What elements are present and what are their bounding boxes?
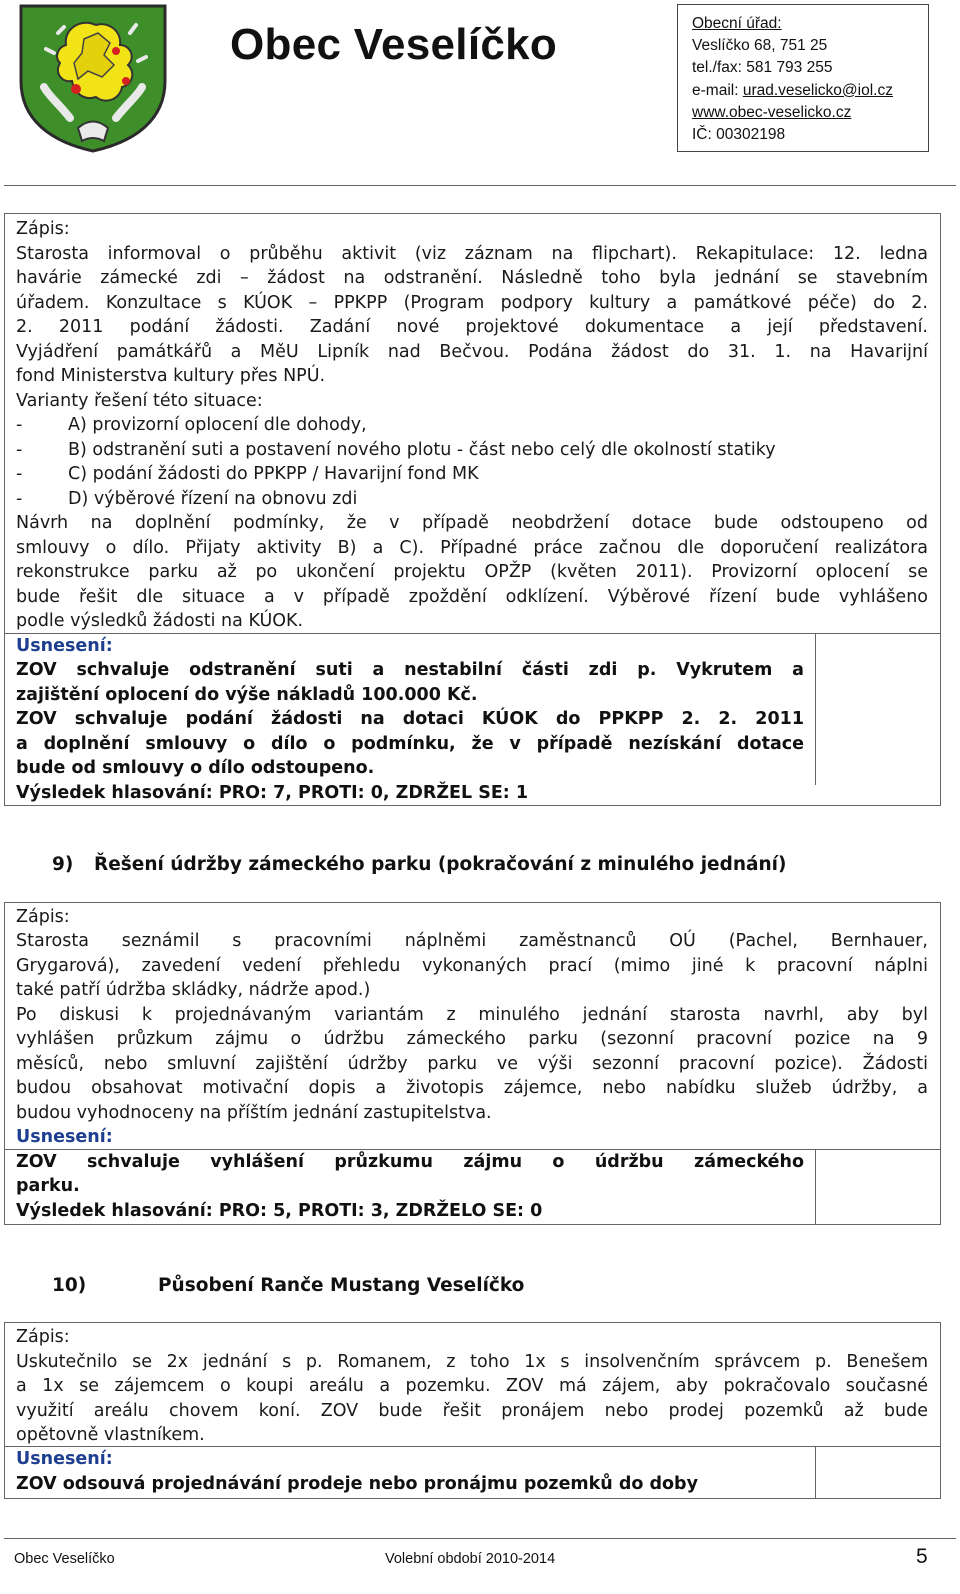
section8-line: Vyjádření památkářů a MěU Lipník nad Bečvou. Podána žádost do 31. 1. na Havarijní (16, 342, 928, 362)
email-label: e-mail: (692, 81, 743, 99)
section9-number: 9) (52, 854, 74, 875)
proposal-line: bude řešit dle situace a v případě zpoždění odklízení. Výběrové řízení bude vyhlášeno (16, 587, 928, 607)
list-item: - (16, 415, 23, 435)
list-item: - (16, 464, 23, 484)
footer-divider (4, 1538, 956, 1539)
website-link[interactable]: www.obec-veselicko.cz (692, 103, 852, 121)
section9-line: Grygarová), zavedení vedení přehledu vykonaných prací (mimo jiné k pracovní náplni (16, 956, 928, 976)
municipal-crest-logo (18, 3, 168, 153)
resolution-line: ZOV schvaluje podání žádosti na dotaci KÚOK do PPKPP 2. 2. 2011 (16, 709, 804, 729)
section9-vote-column-divider (815, 1149, 816, 1224)
section8-line: havárie zámecké zdi – žádost na odstranění. Následně toho byla jednání se stavebním (16, 268, 928, 288)
section9-line: měsíců, nebo smluvní zajištění údržby parku ve výši sezonní pracovní pozice). Žádosti (16, 1054, 928, 1074)
section9-line: Po diskusi k projednávaným variantám z minulého jednání starosta navrhl, aby byl (16, 1005, 928, 1025)
office-address: Veslíčko 68, 751 25 (692, 37, 828, 55)
zapis-label: Zápis: (16, 907, 70, 927)
section10-vote-column-divider (815, 1446, 816, 1498)
list-item: - (16, 489, 23, 509)
list-item: B) odstranění suti a postavení nového plotu - část nebo celý dle okolností statiky (68, 440, 776, 460)
section8-block (4, 213, 941, 806)
variants-label: Varianty řešení této situace: (16, 391, 263, 411)
vote-result: Výsledek hlasování: PRO: 5, PROTI: 3, ZDRŽELO SE: 0 (16, 1201, 543, 1221)
section9-line: budou vyhodnoceny na příštím jednání zastupitelstva. (16, 1103, 492, 1123)
section9-line: vyhlášen průzkum zájmu o údržbu zámeckého parku (sezonní pracovní pozice na 9 (16, 1029, 928, 1049)
resolution-line: ZOV schvaluje vyhlášení průzkumu zájmu o údržbu zámeckého (16, 1152, 804, 1172)
resolution-line: ZOV schvaluje odstranění suti a nestabilní části zdi p. Vykrutem a (16, 660, 804, 680)
proposal-line: Návrh na doplnění podmínky, že v případě neobdržení dotace bude odstoupeno od (16, 513, 928, 533)
contact-box (677, 4, 929, 152)
resolution-line: zajištění oplocení do výše nákladů 100.000 Kč. (16, 685, 478, 705)
proposal-line: podle výsledků žádosti na KÚOK. (16, 611, 304, 631)
section9-heading: Řešení údržby zámeckého parku (pokračování z minulého jednání) (94, 854, 787, 875)
usneseni-label: Usnesení: (16, 1449, 113, 1469)
section9-line: také patří údržba skládky, nádrže apod.) (16, 980, 371, 1000)
section10-line: opětovně vlastníkem. (16, 1425, 205, 1445)
list-item: C) podání žádosti do PPKPP / Havarijní fond MK (68, 464, 479, 484)
office-label: Obecní úřad: (692, 15, 782, 32)
list-item: A) provizorní oplocení dle dohody, (68, 415, 367, 435)
resolution-line: a doplnění smlouvy o dílo o podmínku, že v případě nezískání dotace (16, 734, 804, 754)
page-title: Obec Veselíčko (230, 20, 558, 69)
email-link[interactable]: urad.veselicko@iol.cz (742, 81, 893, 99)
section10-line: Uskutečnilo se 2x jednání s p. Romanem, z toho 1x s insolvenčním správcem p. Benešem (16, 1352, 928, 1372)
page-number: 5 (916, 1545, 928, 1568)
office-phone: tel./fax: 581 793 255 (692, 59, 833, 77)
section9-line: budou obsahovat motivační dopis a životopis zájemce, nebo nabídku služeb údržby, a (16, 1078, 928, 1098)
list-item: - (16, 440, 23, 460)
section9-block (4, 902, 941, 1225)
vote-result: Výsledek hlasování: PRO: 7, PROTI: 0, ZDRŽEL SE: 1 (16, 783, 529, 803)
footer-municipality: Obec Veselíčko (14, 1551, 115, 1567)
header-divider (4, 185, 956, 186)
zapis-label: Zápis: (16, 1327, 70, 1347)
proposal-line: rekonstrukce parku až po ukončení projektu OPŽP (květen 2011). Provizorní oplocení se (16, 562, 928, 582)
zapis-label: Zápis: (16, 219, 70, 239)
section8-line: fond Ministerstva kultury přes NPÚ. (16, 366, 326, 386)
section8-line: Starosta informoval o průběhu aktivit (viz záznam na flipchart). Rekapitulace: 12. ledna (16, 244, 928, 264)
section8-line: 2. 2011 podání žádosti. Zadání nové projektové dokumentace a její představení. (16, 317, 928, 337)
usneseni-label: Usnesení: (16, 1127, 113, 1147)
section10-number: 10) (52, 1275, 87, 1296)
proposal-line: smlouvy o dílo. Přijaty aktivity B) a C). Případné práce začnou dle doporučení realizátora (16, 538, 928, 558)
section10-block (4, 1322, 941, 1499)
section9-line: Starosta seznámil s pracovními náplněmi zaměstnanců OÚ (Pachel, Bernhauer, (16, 931, 928, 951)
section8-vote-column-divider (815, 633, 816, 785)
section10-heading: Působení Ranče Mustang Veselíčko (158, 1275, 525, 1296)
resolution-line: ZOV odsouvá projednávání prodeje nebo pronájmu pozemků do doby (16, 1474, 698, 1494)
section8-line: úřadem. Konzultace s KÚOK – PPKPP (Program podpory kultury a památkové péče) do 2. (16, 293, 928, 313)
section10-line: a 1x se zájemcem o koupi areálu a pozemku. ZOV má zájem, aby pokračovalo současné (16, 1376, 928, 1396)
footer-term: Volební období 2010-2014 (385, 1551, 556, 1567)
office-ic: IČ: 00302198 (692, 126, 786, 144)
resolution-line: bude od smlouvy o dílo odstoupeno. (16, 758, 375, 778)
usneseni-label: Usnesení: (16, 636, 113, 656)
section10-line: využití areálu chovem koní. ZOV bude řešit pronájem nebo prodej pozemků až bude (16, 1401, 928, 1421)
resolution-line: parku. (16, 1176, 80, 1196)
office-email-row (692, 80, 928, 102)
list-item: D) výběrové řízení na obnovu zdi (68, 489, 358, 509)
